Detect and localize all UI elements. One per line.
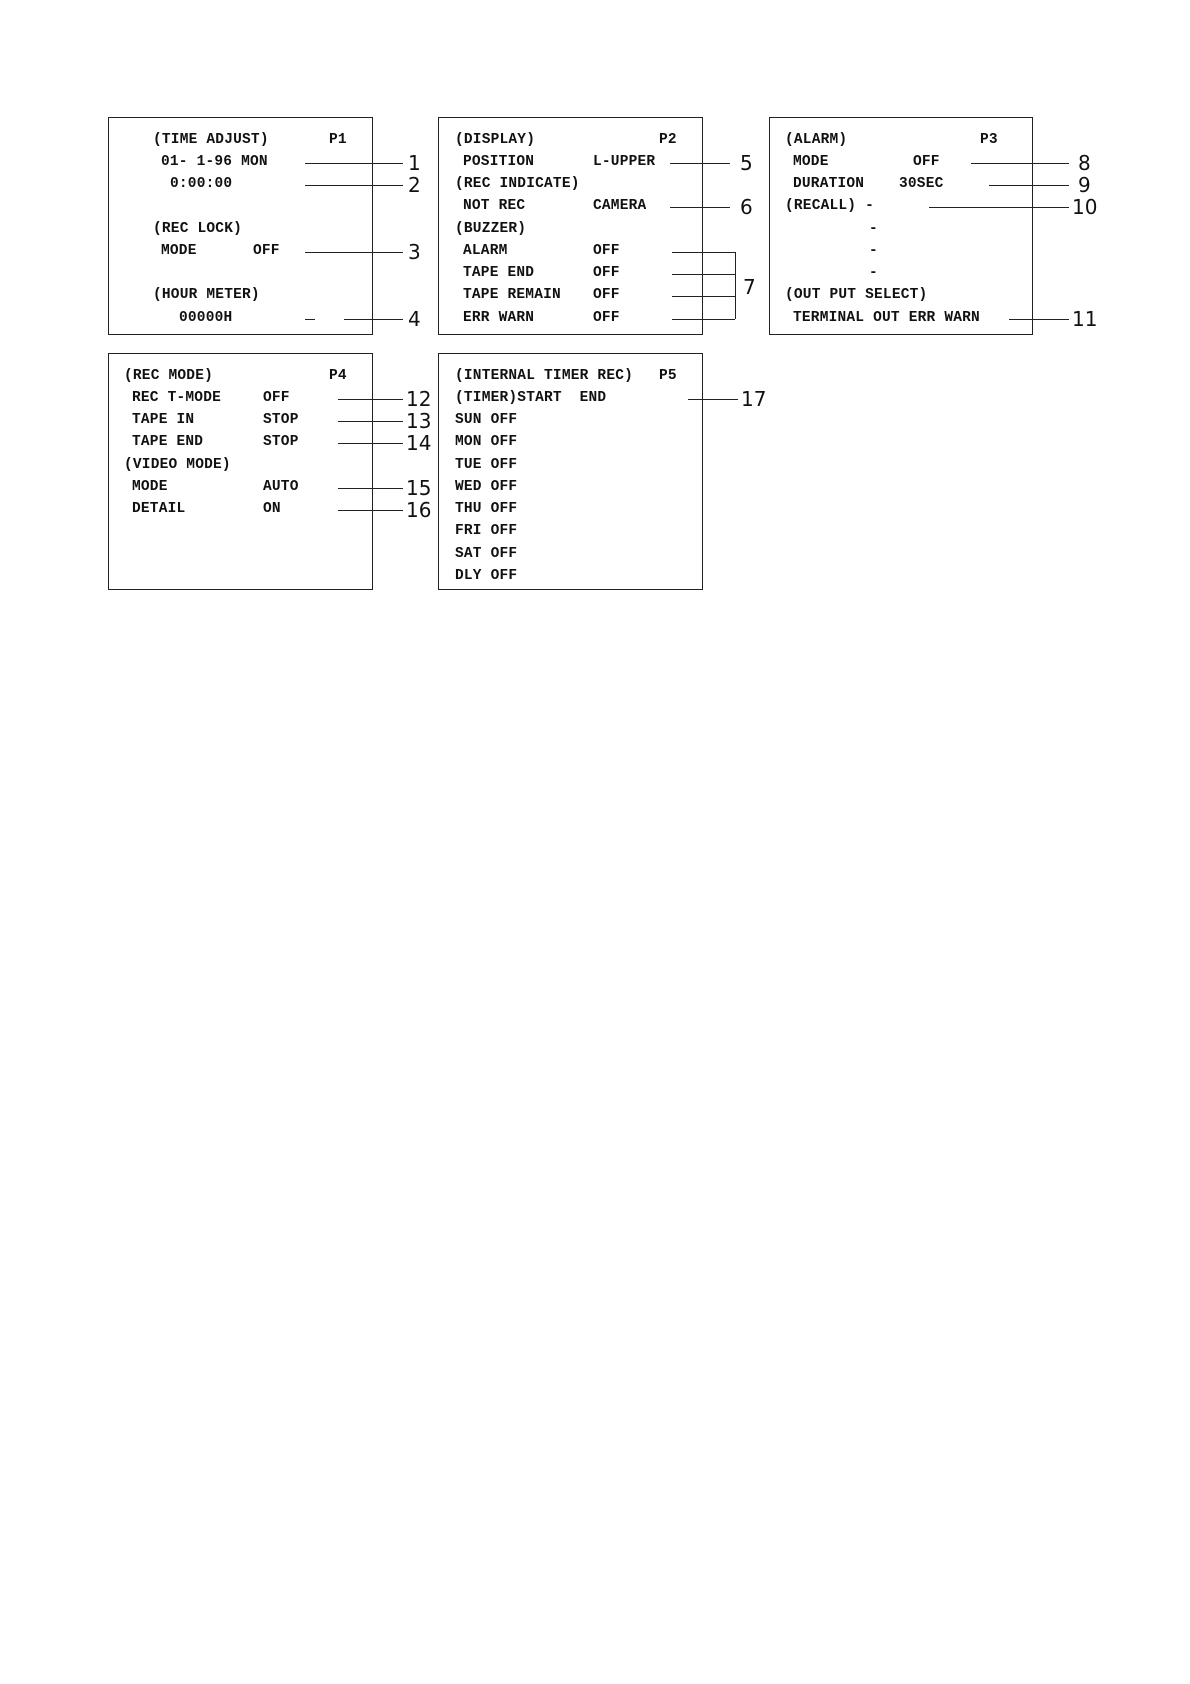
leader-line-7-tape-end — [672, 274, 735, 275]
p1-hour-meter-value: 00000H — [179, 310, 233, 326]
p2-tape-end-label: TAPE END — [463, 265, 535, 281]
p4-mode-label: MODE — [132, 479, 168, 495]
p3-recall-heading: (RECALL) - — [785, 198, 875, 214]
callout-13: 13 — [406, 409, 432, 433]
p2-position-value: L-UPPER — [593, 154, 656, 170]
leader-line-8 — [971, 163, 1069, 164]
p5-day-sun: SUN OFF — [455, 412, 518, 428]
leader-line-9 — [989, 185, 1069, 186]
p2-alarm-value: OFF — [593, 243, 620, 259]
callout-1: 1 — [408, 151, 421, 175]
p1-title: (TIME ADJUST) — [153, 132, 269, 148]
leader-line-7-tape-remain — [672, 296, 735, 297]
p3-mode-label: MODE — [793, 154, 829, 170]
leader-line-7-err-warn — [672, 319, 735, 320]
callout-17: 17 — [741, 387, 767, 411]
p1-mode-label: MODE — [161, 243, 197, 259]
p4-tape-in-label: TAPE IN — [132, 412, 195, 428]
p5-day-mon: MON OFF — [455, 434, 518, 450]
p3-duration-label: DURATION — [793, 176, 865, 192]
p2-page-number: P2 — [659, 132, 677, 148]
p3-output-select-heading: (OUT PUT SELECT) — [785, 287, 928, 303]
callout-11: 11 — [1072, 307, 1098, 331]
p1-page-number: P1 — [329, 132, 347, 148]
p2-not-rec-value: CAMERA — [593, 198, 647, 214]
p3-duration-value: 30SEC — [899, 176, 944, 192]
callout-6: 6 — [740, 195, 753, 219]
p5-day-dly: DLY OFF — [455, 568, 518, 584]
leader-line-5 — [670, 163, 730, 164]
p2-tape-remain-label: TAPE REMAIN — [463, 287, 561, 303]
leader-line-2 — [305, 185, 403, 186]
leader-line-10 — [929, 207, 1069, 208]
leader-line-3 — [305, 252, 403, 253]
leader-line-17 — [688, 399, 738, 400]
p5-timer-header: (TIMER)START END — [455, 390, 607, 406]
p3-title: (ALARM) — [785, 132, 848, 148]
callout-15: 15 — [406, 476, 432, 500]
p5-day-sat: SAT OFF — [455, 546, 518, 562]
leader-line-7-alarm — [672, 252, 735, 253]
callout-3: 3 — [408, 240, 421, 264]
p2-rec-indicate-heading: (REC INDICATE) — [455, 176, 580, 192]
leader-line-1 — [305, 163, 403, 164]
p4-tape-end-label: TAPE END — [132, 434, 204, 450]
leader-line-16 — [338, 510, 403, 511]
callout-2: 2 — [408, 173, 421, 197]
leader-bracket-7 — [735, 252, 736, 319]
p4-rec-tmode-value: OFF — [263, 390, 290, 406]
leader-line-14 — [338, 443, 403, 444]
callout-4: 4 — [408, 307, 421, 331]
p2-position-label: POSITION — [463, 154, 535, 170]
p4-detail-value: ON — [263, 501, 281, 517]
leader-line-4b — [344, 319, 403, 320]
p3-recall-dash-1: - — [869, 221, 878, 237]
p4-detail-label: DETAIL — [132, 501, 186, 517]
p5-day-thu: THU OFF — [455, 501, 518, 517]
callout-14: 14 — [406, 431, 432, 455]
p3-page-number: P3 — [980, 132, 998, 148]
leader-line-11 — [1009, 319, 1069, 320]
p2-tape-end-value: OFF — [593, 265, 620, 281]
callout-12: 12 — [406, 387, 432, 411]
p2-err-warn-label: ERR WARN — [463, 310, 535, 326]
callout-7: 7 — [743, 275, 756, 299]
p1-mode-value: OFF — [253, 243, 280, 259]
p5-day-wed: WED OFF — [455, 479, 518, 495]
p2-title: (DISPLAY) — [455, 132, 536, 148]
p3-mode-value: OFF — [913, 154, 940, 170]
p2-not-rec-label: NOT REC — [463, 198, 526, 214]
leader-line-15 — [338, 488, 403, 489]
leader-line-12 — [338, 399, 403, 400]
leader-line-4a — [305, 319, 315, 320]
p3-recall-dash-3: - — [869, 265, 878, 281]
leader-line-6 — [670, 207, 730, 208]
callout-8: 8 — [1078, 151, 1091, 175]
p4-rec-tmode-label: REC T-MODE — [132, 390, 222, 406]
callout-9: 9 — [1078, 173, 1091, 197]
p2-buzzer-heading: (BUZZER) — [455, 221, 527, 237]
p1-rec-lock-heading: (REC LOCK) — [153, 221, 243, 237]
p5-page-number: P5 — [659, 368, 677, 384]
p5-title: (INTERNAL TIMER REC) — [455, 368, 634, 384]
p4-mode-value: AUTO — [263, 479, 299, 495]
callout-16: 16 — [406, 498, 432, 522]
p2-alarm-label: ALARM — [463, 243, 508, 259]
p2-tape-remain-value: OFF — [593, 287, 620, 303]
p2-err-warn-value: OFF — [593, 310, 620, 326]
leader-line-13 — [338, 421, 403, 422]
p3-recall-dash-2: - — [869, 243, 878, 259]
p4-tape-end-value: STOP — [263, 434, 299, 450]
p1-time-value: 0:00:00 — [170, 176, 233, 192]
p3-terminal-out-value: TERMINAL OUT ERR WARN — [793, 310, 980, 326]
p4-page-number: P4 — [329, 368, 347, 384]
p5-day-tue: TUE OFF — [455, 457, 518, 473]
p4-tape-in-value: STOP — [263, 412, 299, 428]
p1-date-value: 01- 1-96 MON — [161, 154, 268, 170]
p1-hour-meter-heading: (HOUR METER) — [153, 287, 260, 303]
callout-5: 5 — [740, 151, 753, 175]
p5-day-fri: FRI OFF — [455, 523, 518, 539]
p4-video-mode-heading: (VIDEO MODE) — [124, 457, 231, 473]
callout-10: 10 — [1072, 195, 1098, 219]
p4-title: (REC MODE) — [124, 368, 214, 384]
